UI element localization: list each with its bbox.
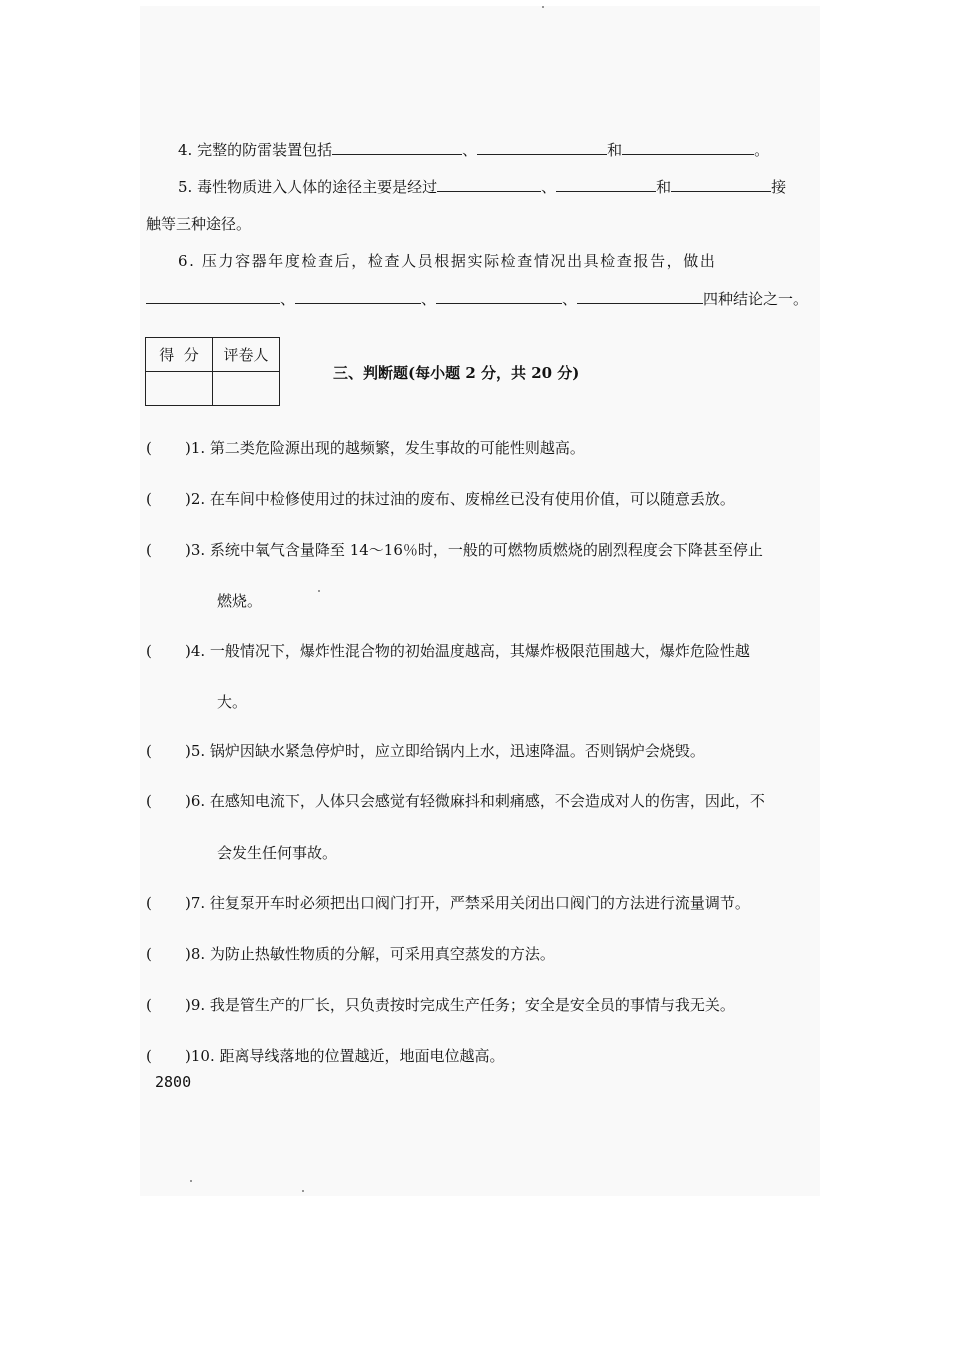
grader-cell[interactable]	[213, 372, 280, 406]
separator: 、	[462, 141, 478, 159]
answer-blank[interactable]	[622, 140, 754, 155]
punctuation: 。	[754, 141, 770, 159]
judge-item-1: )1. 第二类危险源出现的越频繁，发生事故的可能性则越高。	[185, 439, 585, 457]
answer-paren[interactable]: (	[146, 894, 152, 912]
scan-speck	[318, 590, 320, 592]
fill-question-6: 6. 压力容器年度检查后，检查人员根据实际检查情况出具检查报告，做出	[178, 252, 717, 270]
answer-paren[interactable]: (	[146, 439, 152, 457]
page-number: 2800	[155, 1073, 192, 1091]
answer-blank[interactable]	[556, 177, 656, 192]
fill-question-5-cont: 触等三种途径。	[146, 215, 252, 233]
score-label: 得 分	[146, 338, 213, 372]
judge-item-2: )2. 在车间中检修使用过的抹过油的废布、废棉丝已没有使用价值，可以随意丢放。	[185, 490, 735, 508]
answer-paren[interactable]: (	[146, 541, 152, 559]
answer-blank[interactable]	[477, 140, 607, 155]
question-text: 四种结论之一。	[703, 290, 809, 308]
answer-paren[interactable]: (	[146, 792, 152, 810]
answer-paren[interactable]: (	[146, 945, 152, 963]
score-box	[145, 337, 280, 406]
fill-question-6-blanks	[146, 289, 808, 309]
grader-label: 评卷人	[213, 338, 280, 372]
question-text: 4. 完整的防雷装置包括	[178, 141, 333, 159]
answer-paren[interactable]: (	[146, 642, 152, 660]
question-text: 接	[771, 178, 787, 196]
separator: 、	[562, 290, 578, 308]
judge-item-9: )9. 我是管生产的厂长，只负责按时完成生产任务；安全是安全员的事情与我无关。	[185, 996, 735, 1014]
answer-paren[interactable]: (	[146, 742, 152, 760]
answer-blank[interactable]	[671, 177, 771, 192]
answer-paren[interactable]: (	[146, 490, 152, 508]
scan-speck	[302, 1190, 304, 1192]
judge-item-6-cont: 会发生任何事故。	[217, 844, 338, 862]
judge-item-6: )6. 在感知电流下，人体只会感觉有轻微麻抖和刺痛感，不会造成对人的伤害，因此，不	[185, 792, 765, 810]
judge-item-10: )10. 距离导线落地的位置越近，地面电位越高。	[185, 1047, 505, 1065]
judge-item-8: )8. 为防止热敏性物质的分解，可采用真空蒸发的方法。	[185, 945, 555, 963]
judge-item-3-cont: 燃烧。	[217, 592, 263, 610]
separator: 、	[541, 178, 557, 196]
answer-blank[interactable]	[577, 289, 703, 304]
answer-blank[interactable]	[332, 140, 462, 155]
separator: 和	[656, 178, 672, 196]
answer-blank[interactable]	[437, 177, 541, 192]
question-text: 5. 毒性物质进入人体的途径主要是经过	[178, 178, 438, 196]
separator: 、	[280, 290, 296, 308]
scan-speck	[542, 6, 544, 8]
scan-speck	[190, 1180, 192, 1182]
score-cell[interactable]	[146, 372, 213, 406]
judge-item-3: )3. 系统中氧气含量降至 14～16％时，一般的可燃物质燃烧的剧烈程度会下降甚至停止	[185, 541, 763, 559]
judge-item-7: )7. 往复泵开车时必须把出口阀门打开，严禁采用关闭出口阀门的方法进行流量调节。	[185, 894, 750, 912]
section-title: 三、判断题(每小题 2 分，共 20 分)	[333, 364, 580, 382]
answer-blank[interactable]	[436, 289, 562, 304]
fill-question-4	[178, 140, 769, 160]
answer-paren[interactable]: (	[146, 996, 152, 1014]
judge-item-4: )4. 一般情况下，爆炸性混合物的初始温度越高，其爆炸极限范围越大，爆炸危险性越	[185, 642, 750, 660]
separator: 、	[421, 290, 437, 308]
answer-paren[interactable]: (	[146, 1047, 152, 1065]
separator: 和	[607, 141, 623, 159]
fill-question-5	[178, 177, 786, 197]
judge-item-5: )5. 锅炉因缺水紧急停炉时，应立即给锅内上水，迅速降温。否则锅炉会烧毁。	[185, 742, 705, 760]
judge-item-4-cont: 大。	[217, 693, 248, 711]
answer-blank[interactable]	[146, 289, 280, 304]
answer-blank[interactable]	[295, 289, 421, 304]
